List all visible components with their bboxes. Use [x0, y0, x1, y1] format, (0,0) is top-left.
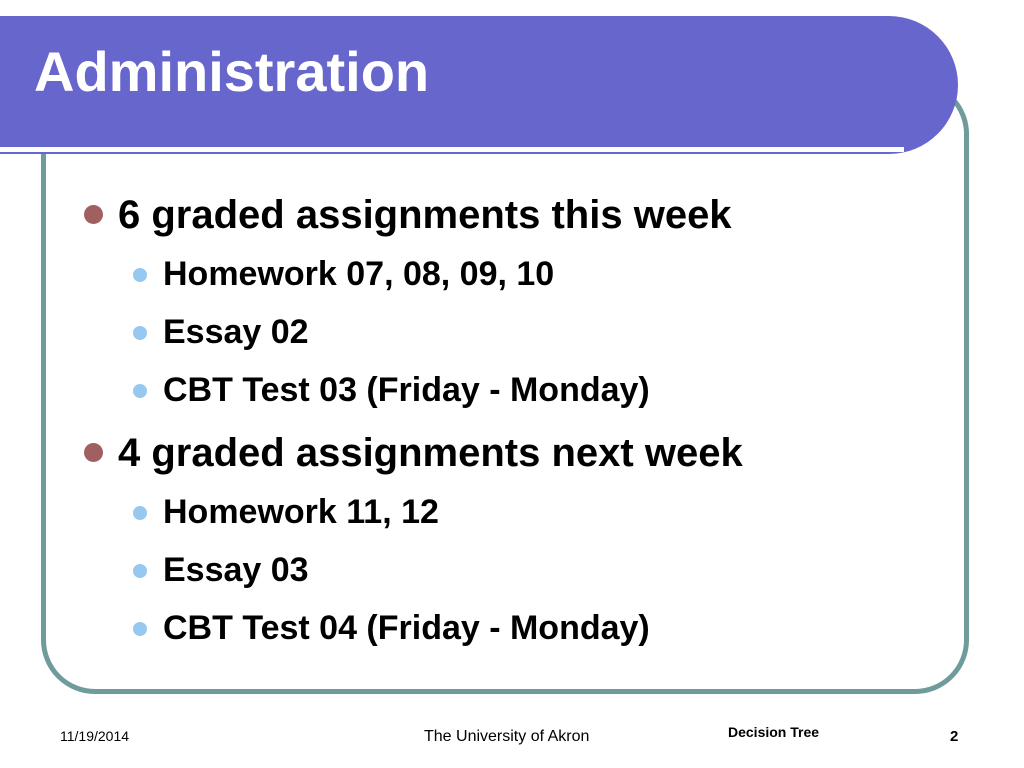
slide-title: Administration	[34, 40, 430, 103]
sub-bullet-text: CBT Test 03 (Friday - Monday)	[163, 371, 650, 409]
sub-bullet-text: Essay 03	[163, 551, 309, 589]
footer-institution: The University of Akron	[424, 728, 590, 745]
sub-bullet-dot-icon	[133, 506, 147, 520]
bullet-text: 6 graded assignments this week	[118, 193, 732, 237]
sub-bullet-text: Homework 07, 08, 09, 10	[163, 255, 555, 293]
sub-bullet-dot-icon	[133, 268, 147, 282]
bullet-dot-icon	[84, 443, 103, 462]
page-number: 2	[950, 728, 959, 745]
sub-bullet-text: CBT Test 04 (Friday - Monday)	[163, 609, 650, 647]
bullet-text: 4 graded assignments next week	[118, 431, 743, 475]
sub-bullet-dot-icon	[133, 622, 147, 636]
sub-bullet-dot-icon	[133, 564, 147, 578]
sub-bullet-text: Essay 02	[163, 313, 309, 351]
sub-bullet-dot-icon	[133, 326, 147, 340]
footer-topic: Decision Tree	[728, 724, 820, 740]
sub-bullet-dot-icon	[133, 384, 147, 398]
bullet-dot-icon	[84, 205, 103, 224]
footer-date: 11/19/2014	[60, 728, 130, 744]
sub-bullet-text: Homework 11, 12	[163, 493, 439, 531]
